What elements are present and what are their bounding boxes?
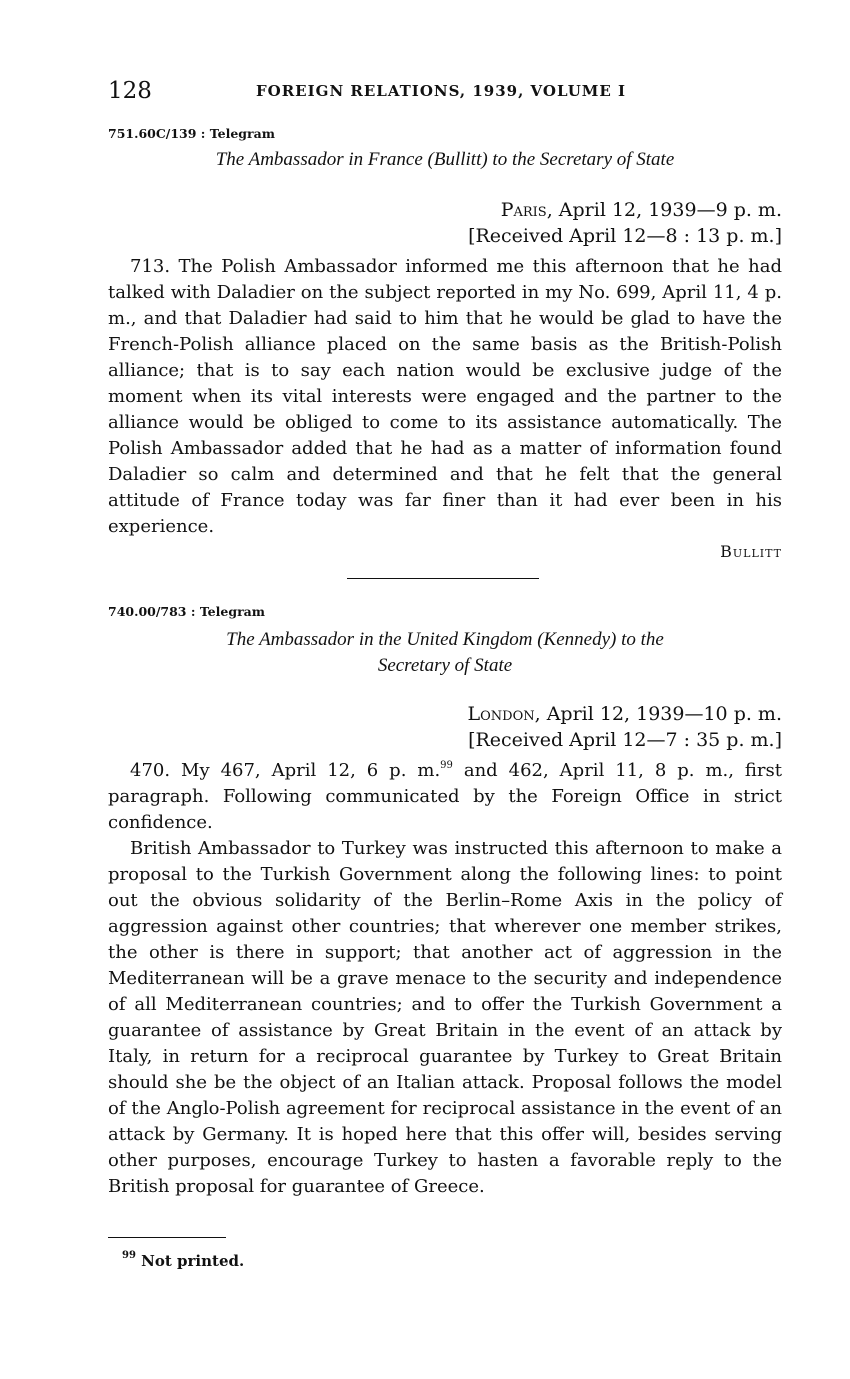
doc2-paragraph-2: British Ambassador to Turkey was instructed this afternoon to make a proposal to the Turkish Government along the following lines: to point out the obvious solidarity of the Berlin–Rome Axis in the policy of aggression against other countries; that wherever one member strikes, the other is there in support; that another act of aggression in the Mediterranean will be a grave menace to the security and independence of all Mediterranean countries; and to offer the Turkish Government a guarantee of assistance by Great Britain in the event of an attack by Italy, in return for a reciprocal guarantee by Turkey to Great Britain should she be the object of an Italian attack. Proposal follows the model of the Anglo-Polish agreement for reciprocal assistance in the event of an attack by Germany. It is hoped here that this offer will, besides serving other purposes, encourage Turkey to hasten a favorable reply to the British proposal for guarantee of Greece. bbox=[108, 838, 782, 1197]
doc1-received: [Received April 12—8 : 13 p. m.] bbox=[468, 225, 782, 247]
running-title: FOREIGN RELATIONS, 1939, VOLUME I bbox=[256, 82, 627, 100]
doc2-date: , April 12, 1939—10 p. m. bbox=[534, 703, 782, 725]
doc2-heading-line1: The Ambassador in the United Kingdom (Kennedy) to the bbox=[226, 629, 664, 650]
doc1-dateline bbox=[468, 197, 782, 249]
doc2-heading-line2: Secretary of State bbox=[377, 655, 513, 676]
footnote-rule bbox=[108, 1237, 226, 1238]
footnote bbox=[122, 1252, 244, 1270]
doc2-body bbox=[108, 758, 782, 1200]
doc2-file-ref: 740.00/783 : Telegram bbox=[108, 604, 265, 619]
doc1-signature: Bullitt bbox=[720, 542, 782, 561]
doc2-para1-start: 470. My 467, April 12, 6 p. m. bbox=[130, 760, 441, 781]
doc2-received: [Received April 12—7 : 35 p. m.] bbox=[468, 729, 782, 751]
section-divider bbox=[347, 578, 539, 579]
doc1-file-ref: 751.60C/139 : Telegram bbox=[108, 126, 275, 141]
footnote-reference[interactable]: 99 bbox=[440, 760, 453, 771]
doc2-dateline bbox=[468, 701, 782, 753]
running-head bbox=[108, 78, 782, 108]
doc1-place: Paris bbox=[500, 199, 547, 221]
doc2-paragraph-1 bbox=[108, 758, 782, 836]
doc2-heading bbox=[108, 627, 782, 679]
doc2-para1-end: and 462, April 11, 8 p. m., first paragraph. Following communicated by the Foreign Office in strict confidence. bbox=[108, 760, 782, 833]
doc1-body bbox=[108, 254, 782, 540]
footnote-text: Not printed. bbox=[141, 1252, 245, 1270]
page-number: 128 bbox=[108, 78, 152, 104]
doc2-place: London bbox=[467, 703, 535, 725]
doc1-paragraph: 713. The Polish Ambassador informed me this afternoon that he had talked with Daladier on the subject reported in my No. 699, April 11, 4 p. m., and that Daladier had said to him that he would be glad to have the French-Polish alliance placed on the same basis as the British-Polish alliance; that is to say each nation would be exclusive judge of the moment when its vital interests were engaged and the partner to the alliance would be obliged to come to its assistance automatically. The Polish Ambassador added that he had as a matter of information found Daladier so calm and determined and that he felt that the general attitude of France today was far finer than it had ever been in his experience. bbox=[108, 256, 782, 537]
doc1-date: , April 12, 1939—9 p. m. bbox=[546, 199, 782, 221]
doc1-heading: The Ambassador in France (Bullitt) to the Secretary of State bbox=[215, 149, 675, 170]
footnote-marker: 99 bbox=[122, 1250, 136, 1261]
